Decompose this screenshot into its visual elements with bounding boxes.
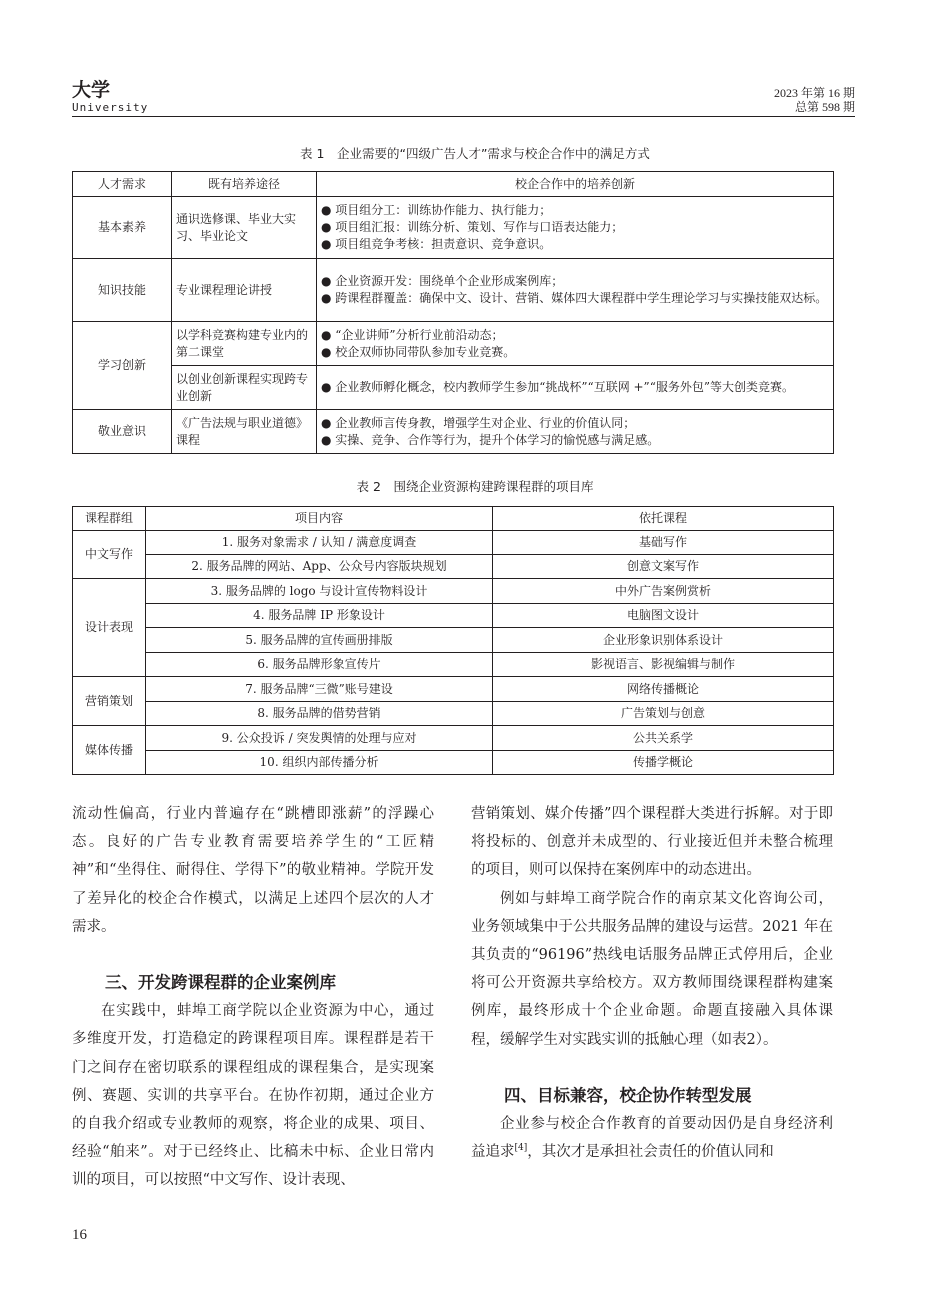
total-issue-number: 总第 598 期 xyxy=(794,100,855,114)
project-content-cell: 2. 服务品牌的网站、App、公众号内容版块规划 xyxy=(146,555,493,579)
supporting-course-cell: 广告策划与创意 xyxy=(493,702,834,726)
talent-demand-cell: 基本素养 xyxy=(73,197,172,259)
table1 xyxy=(72,171,834,454)
table2-row xyxy=(73,628,834,653)
paragraph-text: ，其次才是承担社会责任的价值认同和 xyxy=(527,1144,774,1161)
table2-row xyxy=(73,653,834,677)
journal-header xyxy=(72,80,148,114)
project-content-cell: 6. 服务品牌形象宣传片 xyxy=(146,653,493,677)
journal-name-en: University xyxy=(72,101,149,114)
table2-header-cell: 项目内容 xyxy=(146,507,493,531)
project-content-cell: 7. 服务品牌“三微”账号建设 xyxy=(146,677,493,702)
supporting-course-cell: 中外广告案例赏析 xyxy=(493,579,834,604)
existing-path-cell: 以创业创新课程实现跨专业创新 xyxy=(172,366,317,410)
paragraph-text: 企业参与校企合作教育的首要动因仍是自身经济利益追求 xyxy=(471,1116,833,1161)
left-column xyxy=(72,800,434,1195)
table1-header-row xyxy=(73,172,834,197)
page-number: 16 xyxy=(72,1227,87,1243)
body-paragraph: 营销策划、媒介传播”四个课程群大类进行拆解。对于即将投标的、创意并未成型的、行业接近但并未整合梳理的项目，则可以保持在案例库中的动态进出。 xyxy=(471,806,833,879)
table1-caption: 表 1 企业需要的“四级广告人才”需求与校企合作中的满足方式 xyxy=(300,146,650,161)
project-content-cell: 8. 服务品牌的借势营销 xyxy=(146,702,493,726)
body-paragraph xyxy=(471,1110,833,1166)
supporting-course-cell: 企业形象识别体系设计 xyxy=(493,628,834,653)
supporting-course-cell: 网络传播概论 xyxy=(493,677,834,702)
supporting-course-cell: 影视语言、影视编辑与制作 xyxy=(493,653,834,677)
table2-row xyxy=(73,702,834,726)
innovation-item: ● 实操、竞争、合作等行为，提升个体学习的愉悦感与满足感。 xyxy=(321,432,660,447)
table2-row xyxy=(73,726,834,751)
project-content-cell: 9. 公众投诉 / 突发舆情的处理与应对 xyxy=(146,726,493,751)
project-content-cell: 1. 服务对象需求 / 认知 / 满意度调查 xyxy=(146,531,493,555)
table2-row xyxy=(73,751,834,775)
table1-header-cell: 人才需求 xyxy=(73,172,172,197)
existing-path-cell: 《广告法规与职业道德》课程 xyxy=(172,410,317,454)
course-group-cell: 设计表现 xyxy=(73,579,146,677)
table1-row xyxy=(73,197,834,259)
table2-header-cell: 依托课程 xyxy=(493,507,834,531)
journal-name-cn: 大学 xyxy=(72,79,111,101)
supporting-course-cell: 创意文案写作 xyxy=(493,555,834,579)
supporting-course-cell: 电脑图文设计 xyxy=(493,604,834,628)
table1-row xyxy=(73,322,834,366)
talent-demand-cell: 知识技能 xyxy=(73,259,172,322)
section-heading: 四、目标兼容，校企协作转型发展 xyxy=(504,1085,752,1105)
innovation-item: ● 跨课程群覆盖：确保中文、设计、营销、媒体四大课程群中学生理论学习与实操技能双达标。 xyxy=(321,291,828,305)
table2-row xyxy=(73,604,834,628)
innovation-cell xyxy=(317,410,834,454)
project-content-cell: 3. 服务品牌的 logo 与设计宣传物料设计 xyxy=(146,579,493,604)
table2-caption: 表 2 围绕企业资源构建跨课程群的项目库 xyxy=(356,479,594,494)
right-column xyxy=(471,800,833,1166)
body-paragraph: 在实践中，蚌埠工商学院以企业资源为中心，通过多维度开发，打造稳定的跨课程项目库。课程群是若干门之间存在密切联系的课程组成的课程集合，是实现案例、赛题、实训的共享平台。在协作初期，通过企业方的自我介绍或专业教师的观察，将企业的成果、项目、经验“舶来”。对于已经终止、比稿未中标、企业日常内训的项目，可以按照“中文写作、设计表现、 xyxy=(72,1003,434,1189)
innovation-item: ● “企业讲师”分析行业前沿动态； xyxy=(321,327,504,342)
table2-row xyxy=(73,531,834,555)
talent-demand-cell: 敬业意识 xyxy=(73,410,172,454)
table1-row xyxy=(73,259,834,322)
supporting-course-cell: 传播学概论 xyxy=(493,751,834,775)
table2-header-row xyxy=(73,507,834,531)
existing-path-cell: 通识选修课、毕业大实习、毕业论文 xyxy=(172,197,317,259)
course-group-cell: 媒体传播 xyxy=(73,726,146,775)
existing-path-cell: 以学科竞赛构建专业内的第二课堂 xyxy=(172,322,317,366)
innovation-item: ● 企业教师孵化概念，校内教师学生参加“挑战杯”“互联网 +”“服务外包”等大创类竞赛。 xyxy=(321,380,794,394)
issue-info xyxy=(774,86,855,114)
table2-row xyxy=(73,555,834,579)
course-group-cell: 营销策划 xyxy=(73,677,146,726)
citation-ref: [4] xyxy=(514,1143,528,1154)
talent-demand-cell: 学习创新 xyxy=(73,322,172,410)
project-content-cell: 5. 服务品牌的宣传画册排版 xyxy=(146,628,493,653)
innovation-cell xyxy=(317,197,834,259)
table1-row xyxy=(73,366,834,410)
project-content-cell: 10. 组织内部传播分析 xyxy=(146,751,493,775)
supporting-course-cell: 公共关系学 xyxy=(493,726,834,751)
section-heading: 三、开发跨课程群的企业案例库 xyxy=(105,973,336,993)
innovation-item: ● 项目组汇报：训练分析、策划、写作与口语表达能力； xyxy=(321,220,624,234)
table2-row xyxy=(73,579,834,604)
body-paragraph: 流动性偏高，行业内普遍存在“跳槽即涨薪”的浮躁心态。良好的广告专业教育需要培养学生的“工匠精神”和“坐得住、耐得住、学得下”的敬业精神。学院开发了差异化的校企合作模式，以满足上述四个层次的人才需求。 xyxy=(72,806,434,935)
innovation-item: ● 校企双师协同带队参加专业竞赛。 xyxy=(321,344,516,359)
innovation-item: ● 项目组竞争考核：担责意识、竞争意识。 xyxy=(321,237,552,251)
innovation-item: ● 企业教师言传身教，增强学生对企业、行业的价值认同； xyxy=(321,415,636,430)
course-group-cell: 中文写作 xyxy=(73,531,146,579)
supporting-course-cell: 基础写作 xyxy=(493,531,834,555)
existing-path-cell: 专业课程理论讲授 xyxy=(172,259,317,322)
body-paragraph: 例如与蚌埠工商学院合作的南京某文化咨询公司，业务领域集中于公共服务品牌的建设与运营。2021 年在其负责的“96196”热线电话服务品牌正式停用后，企业将可公开资源共享给校方。双方教师围绕课程群构建案例库，最终形成十个企业命题。命题直接融入具体课程，缓解学生对实践实训的抵触心理（如表2）。 xyxy=(471,890,833,1048)
innovation-item: ● 企业资源开发：围绕单个企业形成案例库； xyxy=(321,274,564,288)
table1-header-cell: 校企合作中的培养创新 xyxy=(317,172,834,197)
innovation-cell xyxy=(317,259,834,322)
header-rule xyxy=(72,116,855,117)
table1-row xyxy=(73,410,834,454)
table1-header-cell: 既有培养途径 xyxy=(172,172,317,197)
innovation-cell xyxy=(317,366,834,410)
innovation-item: ● 项目组分工：训练协作能力、执行能力； xyxy=(321,203,552,217)
table2-header-cell: 课程群组 xyxy=(73,507,146,531)
issue-number: 2023 年第 16 期 xyxy=(773,86,855,100)
project-content-cell: 4. 服务品牌 IP 形象设计 xyxy=(146,604,493,628)
table2-row xyxy=(73,677,834,702)
innovation-cell xyxy=(317,322,834,366)
table2 xyxy=(72,506,834,775)
